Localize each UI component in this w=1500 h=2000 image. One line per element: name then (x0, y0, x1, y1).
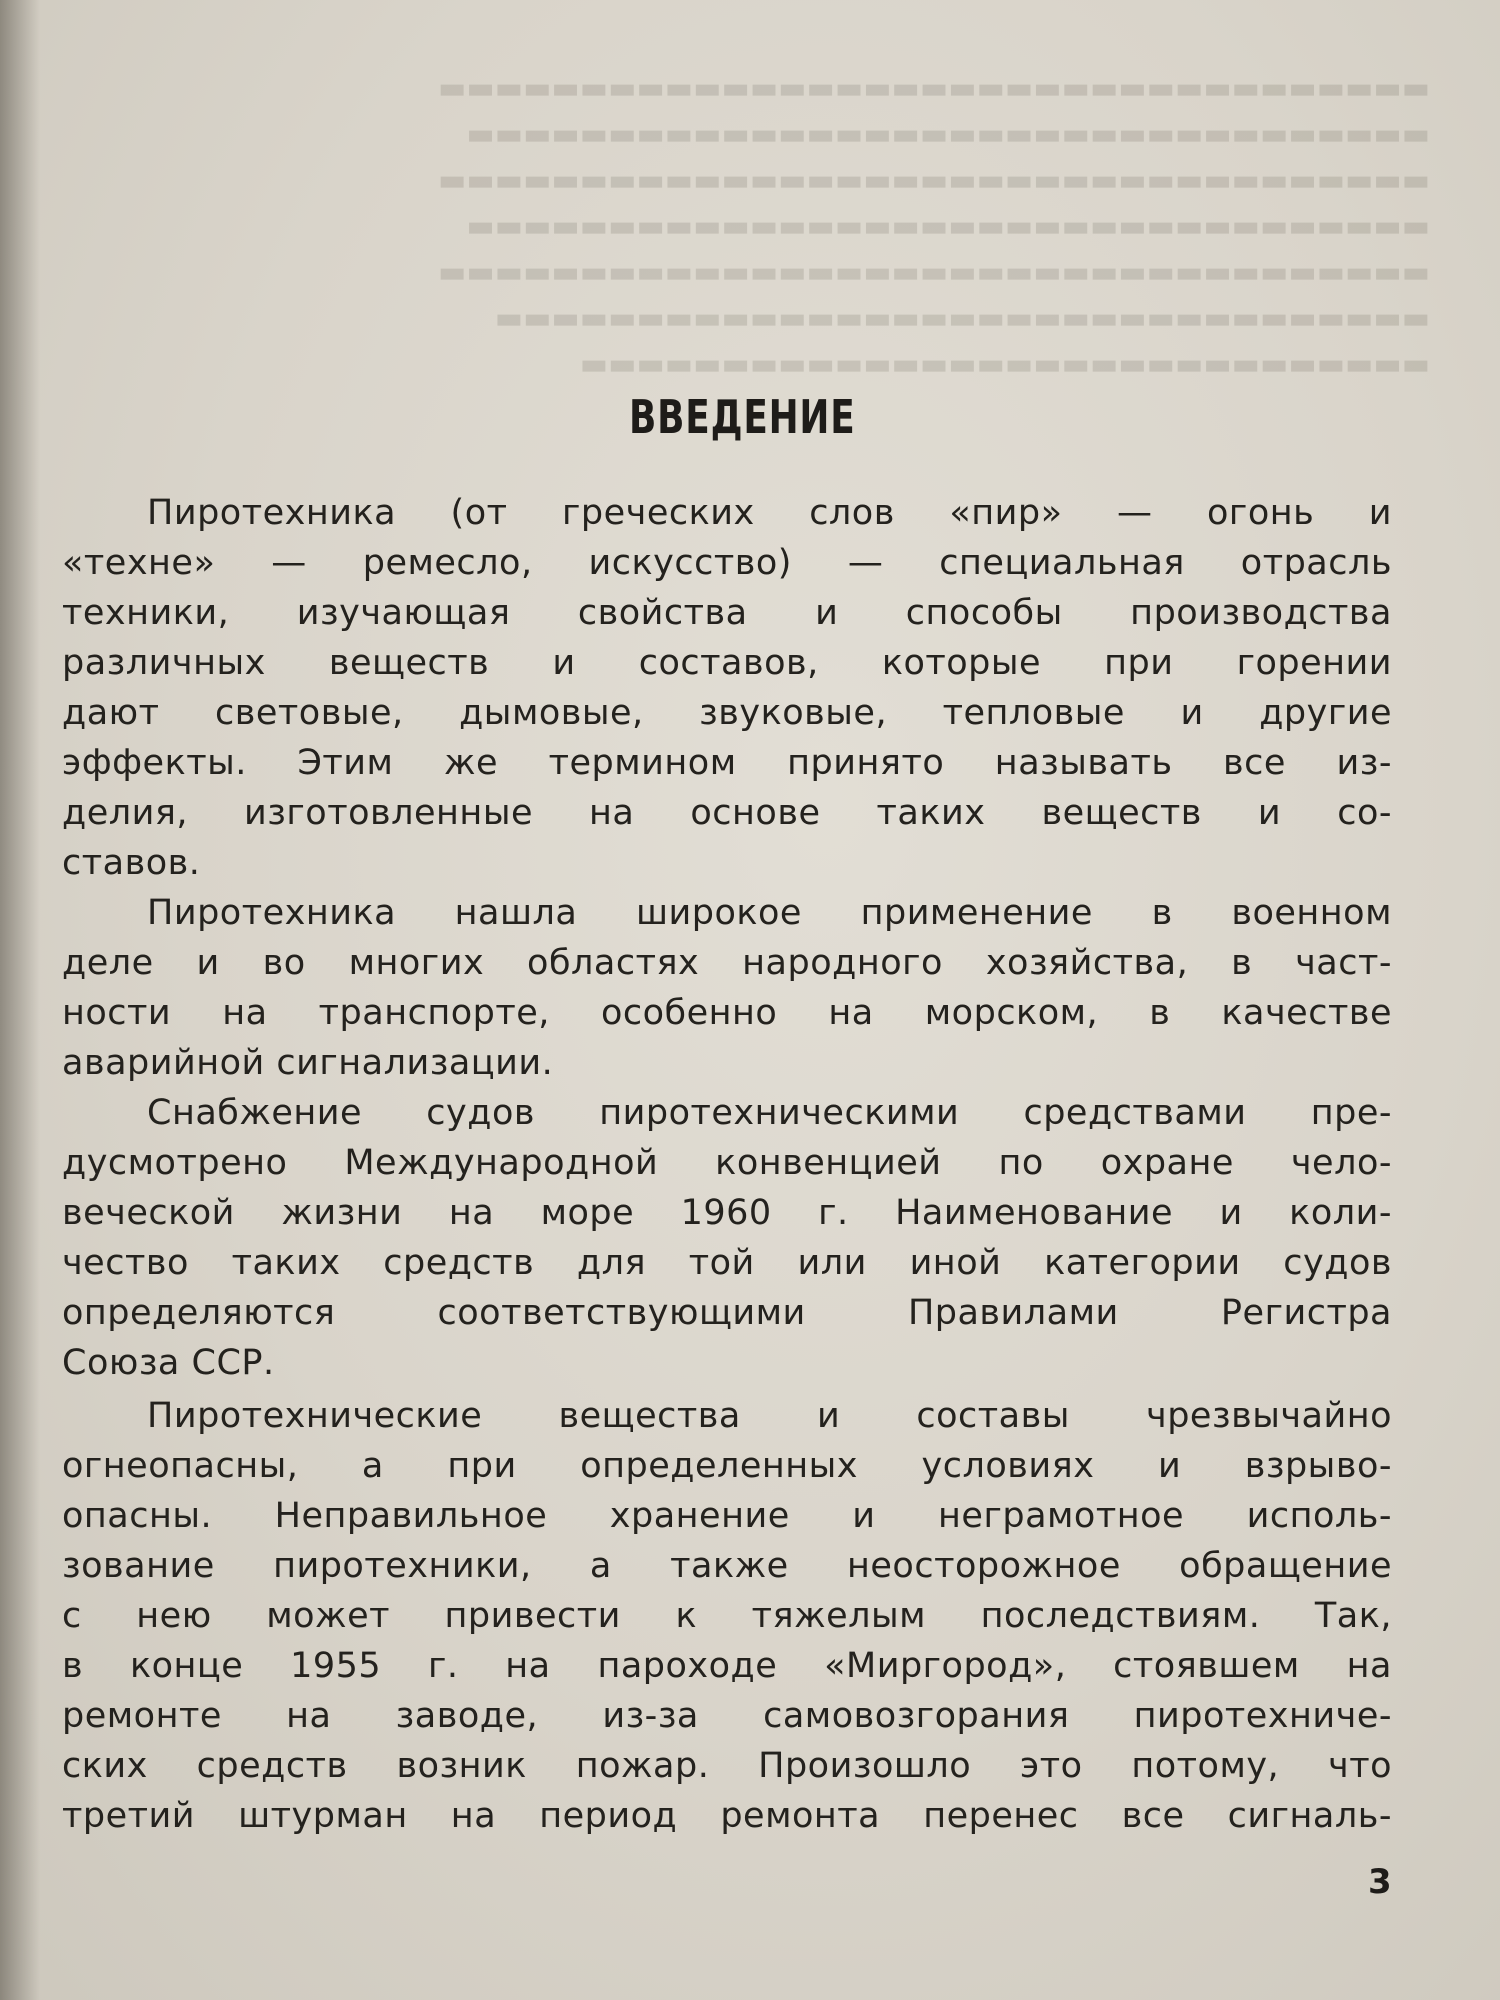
text-line: дают световые, дымовые, звуковые, тепловые и другие (62, 693, 1392, 733)
text-line: ставов. (62, 843, 201, 883)
text-line: Пиротехника (от греческих слов «пир» — огонь и (147, 493, 1392, 533)
text-line: определяются соответствующими Правилами Регистра (62, 1293, 1392, 1333)
bleed-through-texture: ▬▬▬▬▬▬▬▬▬▬▬▬▬▬▬▬▬▬▬▬▬▬▬▬▬▬▬▬▬▬▬▬▬▬▬ ▬▬▬▬▬▬▬▬▬▬▬▬▬▬▬▬▬▬▬▬▬▬▬▬▬▬▬▬▬▬▬▬▬▬ ▬▬▬▬▬▬▬▬▬▬▬▬▬▬▬▬▬▬▬▬▬▬▬▬▬▬▬▬▬▬▬▬▬▬▬ ▬▬▬▬▬▬▬▬▬▬▬▬▬▬▬▬▬▬▬▬▬▬▬▬▬▬▬▬▬▬▬▬▬▬ ▬▬▬▬▬▬▬▬▬▬▬▬▬▬▬▬▬▬▬▬▬▬▬▬▬▬▬▬▬▬▬▬▬▬▬ ▬▬▬▬▬▬▬▬▬▬▬▬▬▬▬▬▬▬▬▬▬▬▬▬▬▬▬▬▬▬▬▬▬ ▬▬▬▬▬▬▬▬▬▬▬▬▬▬▬▬▬▬▬▬▬▬▬▬▬▬▬▬▬▬ (437, 71, 1430, 382)
text-line: опасны. Неправильное хранение и неграмотное исполь- (62, 1496, 1392, 1536)
text-line: делия, изготовленные на основе таких веществ и со- (62, 793, 1392, 833)
page-title: ВВЕДЕНИЕ (629, 390, 856, 444)
text-line: веческой жизни на море 1960 г. Наименование и коли- (62, 1193, 1392, 1233)
text-line: Союза ССР. (62, 1343, 275, 1383)
page-number: 3 (1368, 1862, 1392, 1902)
text-line: аварийной сигнализации. (62, 1043, 554, 1083)
text-line: различных веществ и составов, которые при горении (62, 643, 1392, 683)
text-line: дусмотрено Международной конвенцией по охране чело- (62, 1143, 1392, 1183)
text-line: Пиротехника нашла широкое применение в военном (147, 893, 1392, 933)
text-line: чество таких средств для той или иной категории судов (62, 1243, 1392, 1283)
text-line: в конце 1955 г. на пароходе «Миргород», стоявшем на (62, 1646, 1392, 1686)
text-line: с нею может привести к тяжелым последствиям. Так, (62, 1596, 1392, 1636)
binding-shadow (0, 0, 40, 2000)
text-line: техники, изучающая свойства и способы производства (62, 593, 1392, 633)
text-line: Пиротехнические вещества и составы чрезвычайно (147, 1396, 1392, 1436)
text-line: ремонте на заводе, из-за самовозгорания пиротехниче- (62, 1696, 1392, 1736)
text-line: Снабжение судов пиротехническими средствами пре- (147, 1093, 1392, 1133)
text-line: ских средств возник пожар. Произошло это потому, что (62, 1746, 1392, 1786)
text-line: деле и во многих областях народного хозяйства, в част- (62, 943, 1392, 983)
text-line: эффекты. Этим же термином принято называть все из- (62, 743, 1392, 783)
text-line: третий штурман на период ремонта перенес все сигналь- (62, 1796, 1392, 1836)
text-line: «техне» — ремесло, искусство) — специальная отрасль (62, 543, 1392, 583)
text-line: ности на транспорте, особенно на морском, в качестве (62, 993, 1392, 1033)
text-line: огнеопасны, а при определенных условиях и взрыво- (62, 1446, 1392, 1486)
text-line: зование пиротехники, а также неосторожное обращение (62, 1546, 1392, 1586)
